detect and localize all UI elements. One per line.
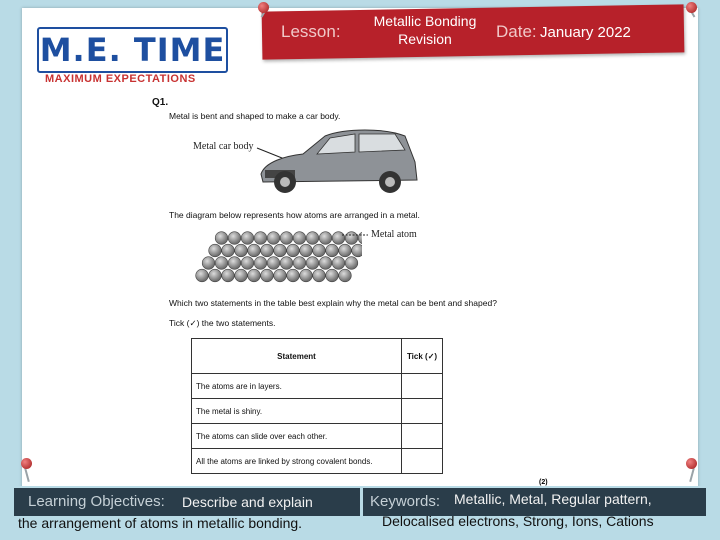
metal-atom [319, 257, 332, 270]
tick-box[interactable] [402, 399, 443, 424]
metal-atom [280, 257, 293, 270]
metal-atom [209, 244, 222, 257]
metal-atom [267, 232, 280, 245]
tick-instruction: Tick (✓) the two statements. [169, 318, 276, 328]
table-row [192, 424, 443, 449]
metal-atom [274, 269, 287, 282]
tick-box[interactable] [402, 374, 443, 399]
metal-atom [222, 244, 235, 257]
metal-atom [280, 232, 293, 245]
metal-atom [241, 257, 254, 270]
date-label: Date: [496, 22, 537, 41]
metal-atom [267, 257, 280, 270]
metal-atom [209, 269, 222, 282]
diagram-text: The diagram below represents how atoms are arranged in a metal. [169, 210, 420, 220]
metal-atom [345, 257, 358, 270]
pin-icon [21, 458, 32, 469]
date-value: January 2022 [540, 24, 631, 41]
pin-icon [686, 2, 697, 13]
marks-label: (2) [539, 479, 548, 486]
metal-atom [274, 244, 287, 257]
metal-atom [248, 269, 261, 282]
metal-atom [306, 257, 319, 270]
table-row [192, 399, 443, 424]
metal-atom [228, 232, 241, 245]
metal-atom [306, 232, 319, 245]
metal-atom [313, 244, 326, 257]
metal-atom [339, 269, 352, 282]
metal-atom [261, 269, 274, 282]
metal-atom [215, 232, 228, 245]
car-illustration [255, 122, 420, 197]
metal-atom [339, 244, 352, 257]
metal-atom [202, 257, 215, 270]
metal-atom [235, 269, 248, 282]
statement-header: Statement [192, 339, 402, 374]
metal-atom [215, 257, 228, 270]
metal-atom [241, 232, 254, 245]
metal-atom [235, 244, 248, 257]
tick-box[interactable] [402, 449, 443, 474]
logo [37, 27, 228, 73]
table-row [192, 449, 443, 474]
statement-cell: The atoms can slide over each other. [192, 424, 402, 449]
metal-atom [313, 269, 326, 282]
statement-cell: The atoms are in layers. [192, 374, 402, 399]
logo-name: M.E. TIME [39, 31, 226, 69]
lesson-title: Metallic Bonding Revision [373, 13, 477, 47]
metal-atom [287, 244, 300, 257]
metal-atom [332, 257, 345, 270]
table-row [192, 374, 443, 399]
metal-atom [228, 257, 241, 270]
metal-atom [287, 269, 300, 282]
keywords-line2: Delocalised electrons, Strong, Ions, Cations [382, 513, 654, 529]
metal-atom [352, 244, 362, 257]
objectives-line1: Describe and explain [182, 494, 313, 510]
question-number: Q1. [152, 97, 169, 108]
question-intro: Metal is bent and shaped to make a car body. [169, 111, 341, 121]
metal-atom [293, 232, 306, 245]
metal-atom [293, 257, 306, 270]
logo-tagline: MAXIMUM EXPECTATIONS [45, 73, 196, 85]
metal-atom [248, 244, 261, 257]
metal-atom [300, 244, 313, 257]
metal-atom [319, 232, 332, 245]
keywords-label: Keywords: [370, 493, 441, 510]
tick-box[interactable] [402, 424, 443, 449]
metal-atom [326, 269, 339, 282]
statement-cell: All the atoms are linked by strong covalent bonds. [192, 449, 402, 474]
metal-atom [261, 244, 274, 257]
metal-atom [222, 269, 235, 282]
pin-icon [258, 2, 269, 13]
keywords-line1: Metallic, Metal, Regular pattern, [454, 491, 652, 507]
pin-icon [686, 458, 697, 469]
atom-pointer [340, 231, 370, 239]
atom-label: Metal atom [371, 229, 417, 240]
metal-atom [196, 269, 209, 282]
metal-atom [254, 232, 267, 245]
statement-cell: The metal is shiny. [192, 399, 402, 424]
objectives-line2: the arrangement of atoms in metallic bonding. [18, 515, 303, 531]
metal-atom [326, 244, 339, 257]
statement-table [191, 338, 443, 474]
metal-atom [254, 257, 267, 270]
question-prompt: Which two statements in the table best explain why the metal can be bent and shaped? [169, 298, 497, 308]
car-label: Metal car body [193, 141, 254, 152]
lesson-label: Lesson: [281, 22, 341, 41]
metal-atoms-diagram [192, 228, 362, 288]
metal-atom [300, 269, 313, 282]
tick-header: Tick (✓) [402, 339, 443, 374]
objectives-label: Learning Objectives: [28, 493, 165, 510]
